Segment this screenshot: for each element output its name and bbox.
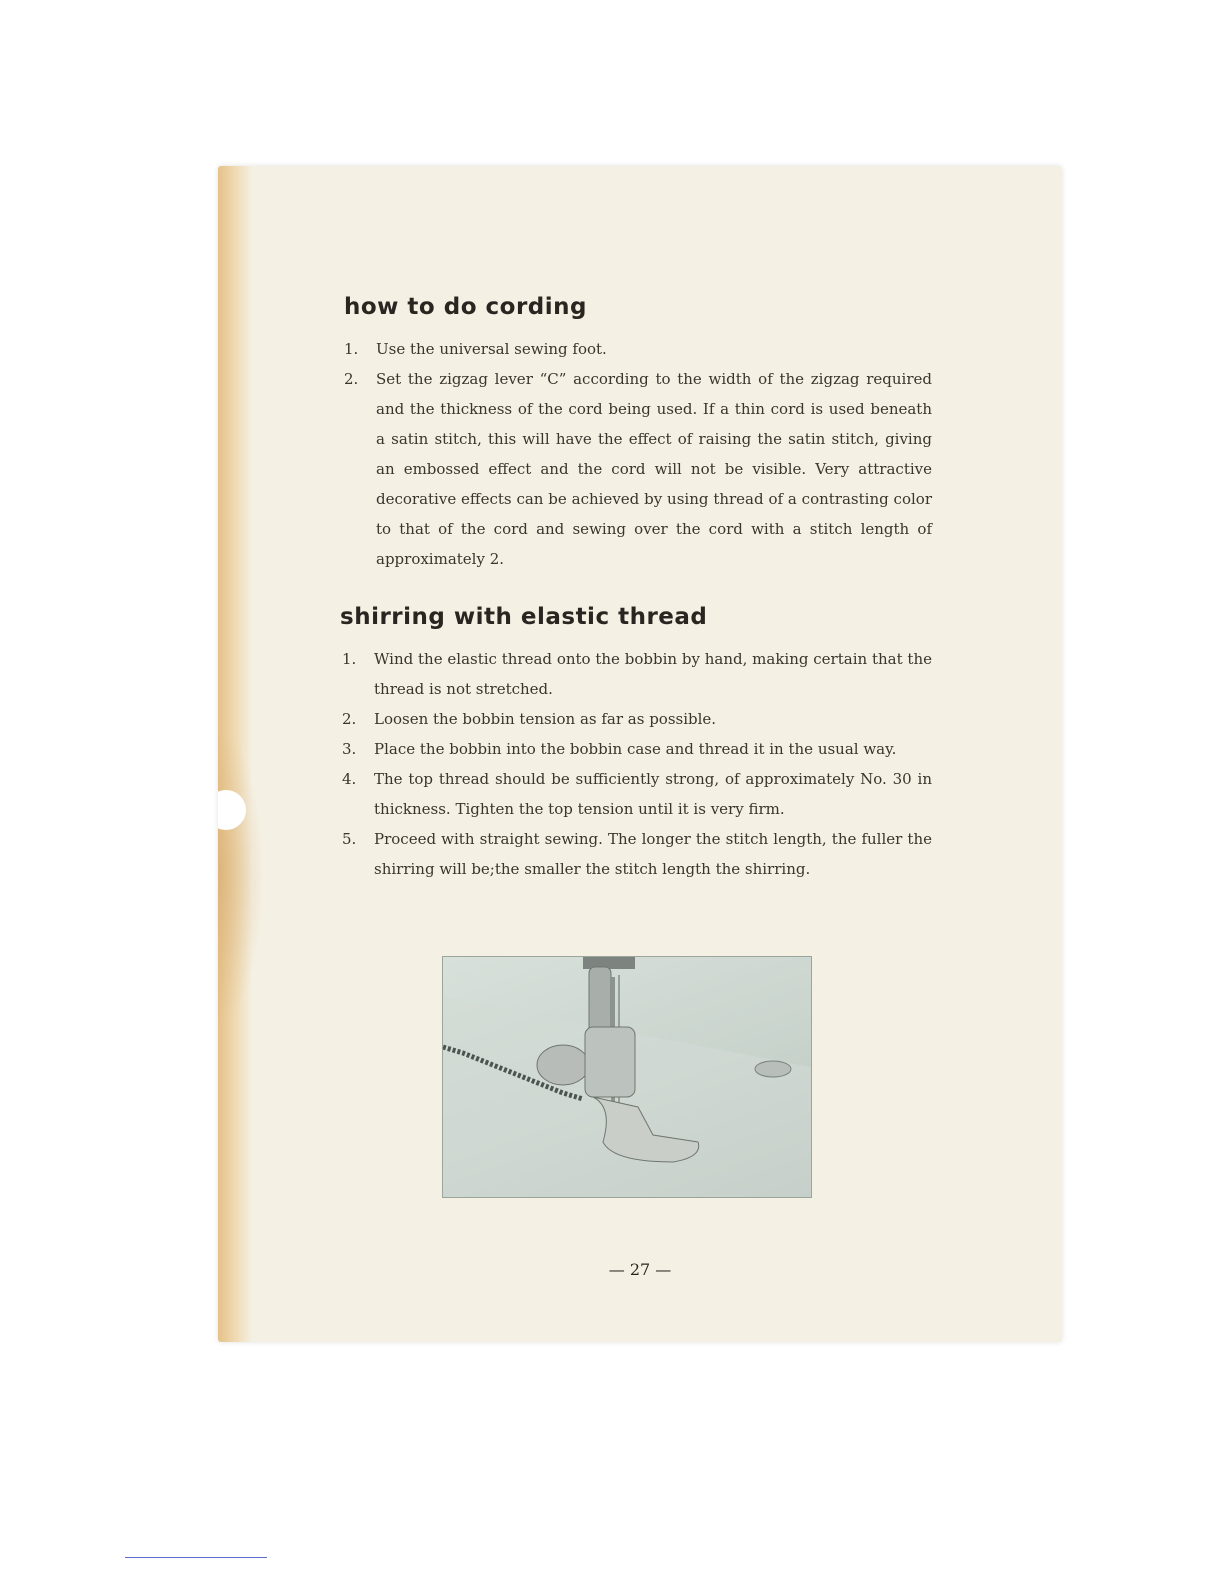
page-number: — 27 — xyxy=(608,1260,672,1279)
item-number: 2. xyxy=(344,370,359,388)
presser-foot-illustration xyxy=(443,957,811,1197)
manual-page xyxy=(218,166,1062,1342)
item-text: Use the universal sewing foot. xyxy=(376,340,607,358)
item-text: Loosen the bobbin tension as far as possible. xyxy=(374,710,717,728)
list-item xyxy=(342,644,932,704)
edge-stain-lower xyxy=(218,726,264,1026)
list-item xyxy=(344,334,932,364)
cording-steps xyxy=(344,334,932,574)
item-text: Set the zigzag lever “C” according to the width of the zigzag required and the thickness of the cord being used. If a thin cord is used beneath a satin stitch, this will have the effect of raising the satin stitch, giving an embossed effect and the cord will not be visible. Very attractive decorative effects can be achieved by using thread of a contrasting color to that of the cord and sewing over the cord with a stitch length of approximately 2. xyxy=(376,370,932,568)
section-title-shirring: shirring with elastic thread xyxy=(340,604,708,630)
list-item xyxy=(342,824,932,884)
item-number: 3. xyxy=(342,740,357,758)
item-text: The top thread should be sufficiently strong, of approximately No. 30 in thickness. Tighten the top tension until it is very firm. xyxy=(374,770,932,818)
item-number: 4. xyxy=(342,770,357,788)
link-underline xyxy=(125,1557,267,1558)
list-item xyxy=(342,704,932,734)
item-number: 1. xyxy=(344,340,359,358)
list-item xyxy=(342,764,932,824)
list-item xyxy=(342,734,932,764)
section-title-cording: how to do cording xyxy=(344,294,587,320)
item-number: 2. xyxy=(342,710,357,728)
item-text: Wind the elastic thread onto the bobbin by hand, making certain that the thread is not stretched. xyxy=(374,650,932,698)
item-text: Proceed with straight sewing. The longer the stitch length, the fuller the shirring will be;the smaller the stitch length the shirring. xyxy=(374,830,932,878)
presser-foot-photo xyxy=(442,956,812,1198)
item-number: 1. xyxy=(342,650,357,668)
list-item xyxy=(344,364,932,574)
item-text: Place the bobbin into the bobbin case and thread it in the usual way. xyxy=(374,740,897,758)
shirring-steps xyxy=(342,644,932,884)
item-number: 5. xyxy=(342,830,357,848)
